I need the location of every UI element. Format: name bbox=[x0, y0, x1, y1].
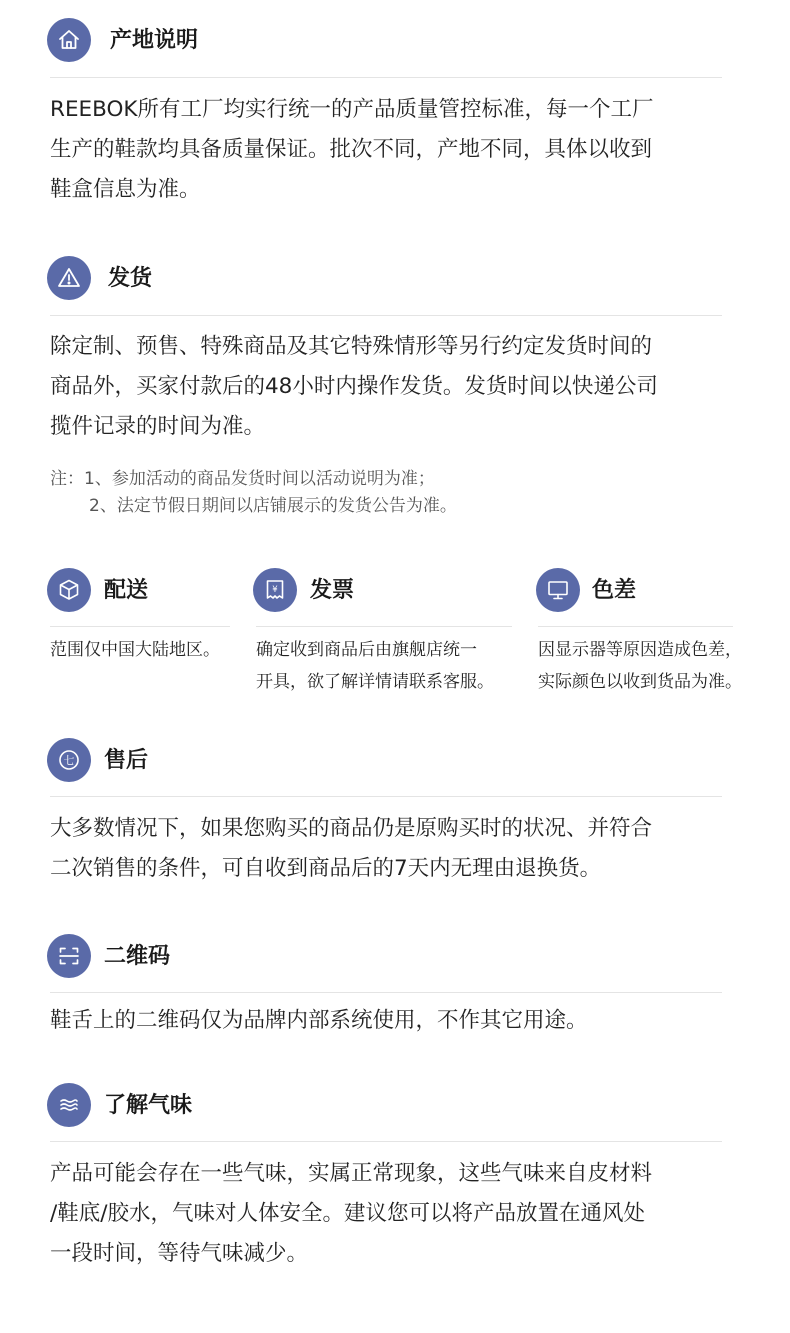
shipping-body bbox=[50, 327, 740, 447]
invoice-line: 开具，欲了解详情请联系客服。 bbox=[256, 672, 494, 692]
color-diff-divider bbox=[538, 626, 733, 627]
delivery-title: 配送 bbox=[104, 578, 149, 603]
delivery-body bbox=[50, 634, 220, 666]
after-sales-title: 售后 bbox=[104, 748, 149, 773]
odor-body bbox=[50, 1154, 740, 1274]
origin-divider bbox=[50, 77, 722, 78]
color-diff-line: 实际颜色以收到货品为准。 bbox=[538, 672, 742, 692]
shipping-note-2: 2、法定节假日期间以店铺展示的发货公告为准。 bbox=[89, 496, 457, 516]
warning-icon bbox=[47, 256, 91, 300]
monitor-icon bbox=[536, 568, 580, 612]
delivery-divider bbox=[50, 626, 230, 627]
odor-line: 产品可能会存在一些气味，实属正常现象，这些气味来自皮材料 bbox=[50, 1161, 653, 1186]
after-sales-body bbox=[50, 809, 740, 889]
air-waves-icon bbox=[47, 1083, 91, 1127]
shipping-line: 揽件记录的时间为准。 bbox=[50, 414, 266, 439]
shipping-divider bbox=[50, 315, 722, 316]
color-diff-line: 因显示器等原因造成色差， bbox=[538, 640, 742, 660]
color-diff-body bbox=[538, 634, 742, 698]
origin-body bbox=[50, 90, 740, 210]
shipping-line: 商品外，买家付款后的48小时内操作发货。发货时间以快递公司 bbox=[50, 374, 658, 399]
qrcode-line: 鞋舌上的二维码仅为品牌内部系统使用，不作其它用途。 bbox=[50, 1008, 588, 1033]
after-sales-line: 大多数情况下，如果您购买的商品仍是原购买时的状况、并符合 bbox=[50, 816, 653, 841]
after-sales-divider bbox=[50, 796, 722, 797]
svg-text:七: 七 bbox=[63, 754, 75, 768]
origin-line: REEBOK所有工厂均实行统一的产品质量管控标准，每一个工厂 bbox=[50, 97, 654, 122]
receipt-icon bbox=[253, 568, 297, 612]
after-sales-line: 二次销售的条件，可自收到商品后的7天内无理由退换货。 bbox=[50, 856, 602, 881]
qrcode-body bbox=[50, 1001, 740, 1041]
invoice-title: 发票 bbox=[310, 578, 355, 603]
box-icon bbox=[47, 568, 91, 612]
scan-icon bbox=[47, 934, 91, 978]
origin-line: 鞋盒信息为准。 bbox=[50, 177, 201, 202]
invoice-body bbox=[256, 634, 494, 698]
shipping-title: 发货 bbox=[108, 266, 153, 291]
odor-line: 一段时间，等待气味减少。 bbox=[50, 1241, 309, 1266]
origin-line: 生产的鞋款均具备质量保证。批次不同，产地不同，具体以收到 bbox=[50, 137, 653, 162]
seven-days-icon bbox=[47, 738, 91, 782]
origin-title: 产地说明 bbox=[110, 28, 199, 53]
odor-line: /鞋底/胶水，气味对人体安全。建议您可以将产品放置在通风处 bbox=[50, 1201, 645, 1226]
home-icon bbox=[47, 18, 91, 62]
odor-divider bbox=[50, 1141, 722, 1142]
invoice-line: 确定收到商品后由旗舰店统一 bbox=[256, 640, 477, 660]
qrcode-title: 二维码 bbox=[104, 944, 171, 969]
invoice-divider bbox=[256, 626, 512, 627]
shipping-line: 除定制、预售、特殊商品及其它特殊情形等另行约定发货时间的 bbox=[50, 334, 653, 359]
svg-text:¥: ¥ bbox=[272, 585, 278, 595]
color-diff-title: 色差 bbox=[592, 578, 637, 603]
shipping-note-1: 注：1、参加活动的商品发货时间以活动说明为准； bbox=[50, 469, 435, 489]
odor-title: 了解气味 bbox=[104, 1093, 193, 1118]
qrcode-divider bbox=[50, 992, 722, 993]
delivery-line: 范围仅中国大陆地区。 bbox=[50, 640, 220, 660]
